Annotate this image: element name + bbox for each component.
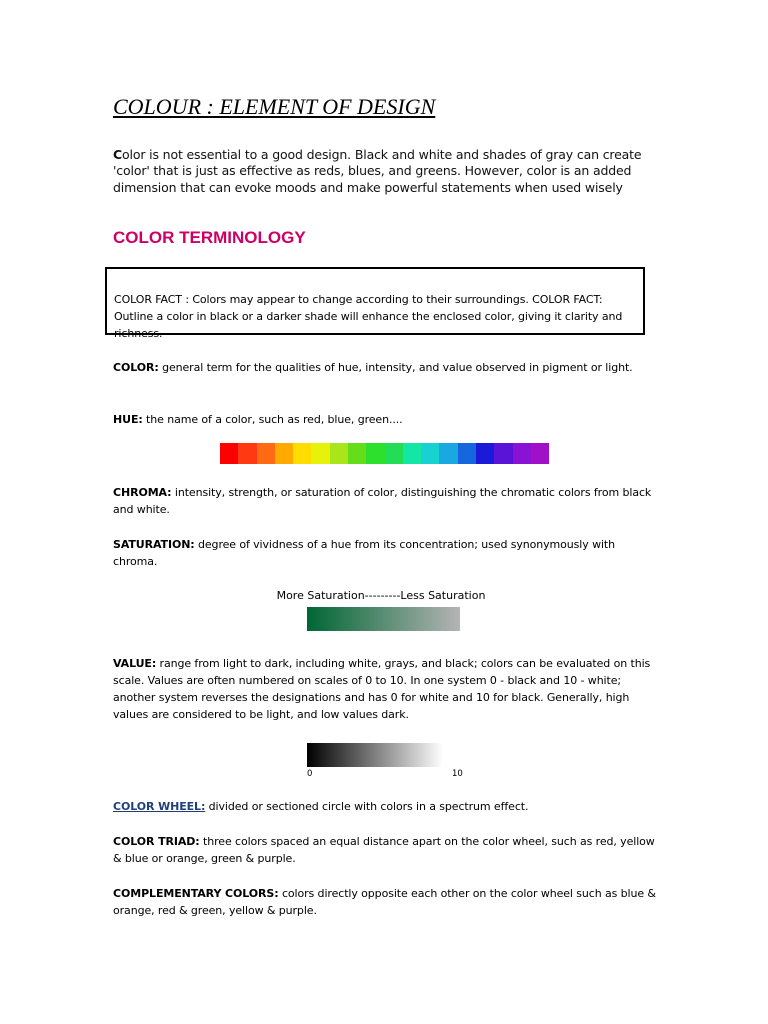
- definition-complementary-text: colors directly opposite each other on the color wheel such as blue & orange, red & green, yellow & purple.: [113, 887, 656, 917]
- definition-value: [113, 655, 658, 723]
- saturation-gradient-bar: [307, 607, 460, 631]
- hue-swatch: [385, 443, 403, 464]
- hue-spectrum-bar: [220, 443, 549, 464]
- definition-hue-text: the name of a color, such as red, blue, green....: [142, 413, 403, 426]
- hue-swatch: [531, 443, 549, 464]
- hue-swatch: [293, 443, 311, 464]
- definition-color-wheel: [113, 798, 658, 815]
- definition-hue: [113, 411, 658, 428]
- intro-paragraph: [113, 147, 658, 196]
- hue-swatch: [311, 443, 329, 464]
- hue-swatch: [439, 443, 457, 464]
- hue-swatch: [330, 443, 348, 464]
- hue-swatch: [403, 443, 421, 464]
- hue-swatch: [348, 443, 366, 464]
- definition-saturation-text: degree of vividness of a hue from its concentration; used synonymously with chroma.: [113, 538, 616, 568]
- term-saturation: SATURATION:: [113, 538, 195, 551]
- term-hue: HUE:: [113, 413, 143, 426]
- intro-text: olor is not essential to a good design. Black and white and shades of gray can create 'color' that is just as effective as reds, blues, and greens. However, color is an added dimension that can evoke moods and make powerful statements when used wisely: [113, 147, 642, 195]
- value-scale-min-label: 0: [307, 769, 313, 779]
- value-gradient-bar: [307, 743, 443, 767]
- hue-swatch: [421, 443, 439, 464]
- hue-swatch: [220, 443, 238, 464]
- hue-swatch: [238, 443, 256, 464]
- term-value: VALUE:: [113, 657, 157, 670]
- hue-swatch: [275, 443, 293, 464]
- term-chroma: CHROMA:: [113, 486, 172, 499]
- color-wheel-link[interactable]: COLOR WHEEL:: [113, 800, 206, 813]
- definition-color-triad: [113, 833, 658, 867]
- hue-swatch: [257, 443, 275, 464]
- definition-complementary: [113, 885, 658, 919]
- hue-swatch: [476, 443, 494, 464]
- term-color-triad: COLOR TRIAD:: [113, 835, 200, 848]
- definition-chroma-text: intensity, strength, or saturation of color, distinguishing the chromatic colors from black and white.: [113, 486, 652, 516]
- saturation-caption: More Saturation---------Less Saturation: [276, 589, 486, 602]
- page-title: COLOUR : ELEMENT OF DESIGN: [113, 94, 436, 119]
- term-color: COLOR:: [113, 361, 159, 374]
- definition-color: [113, 359, 658, 376]
- color-fact-box: [105, 267, 645, 340]
- hue-swatch: [458, 443, 476, 464]
- definition-color-triad-text: three colors spaced an equal distance apart on the color wheel, such as red, yellow & blue or orange, green & purple.: [113, 835, 655, 865]
- intro-drop-cap: C: [113, 147, 123, 162]
- hue-swatch: [494, 443, 512, 464]
- color-fact-text: COLOR FACT : Colors may appear to change according to their surroundings. COLOR FACT: Outline a color in black or a darker shade will enhance the enclosed color, giving it clarity and richness.: [114, 293, 623, 340]
- definition-saturation: [113, 536, 658, 570]
- hue-swatch: [366, 443, 384, 464]
- hue-swatch: [513, 443, 531, 464]
- definition-color-text: general term for the qualities of hue, intensity, and value observed in pigment or light.: [158, 361, 633, 374]
- definition-value-text: range from light to dark, including white, grays, and black; colors can be evaluated on this scale. Values are often numbered on scales of 0 to 10. In one system 0 - black and 10 - white; another system reverses the designations and has 0 for white and 10 for black. Generally, high values are considered to be light, and low values dark.: [113, 657, 651, 721]
- term-complementary: COMPLEMENTARY COLORS:: [113, 887, 279, 900]
- section-heading: COLOR TERMINOLOGY: [113, 228, 306, 247]
- definition-color-wheel-text: divided or sectioned circle with colors in a spectrum effect.: [205, 800, 529, 813]
- definition-chroma: [113, 484, 658, 518]
- value-scale-max-label: 10: [452, 769, 463, 779]
